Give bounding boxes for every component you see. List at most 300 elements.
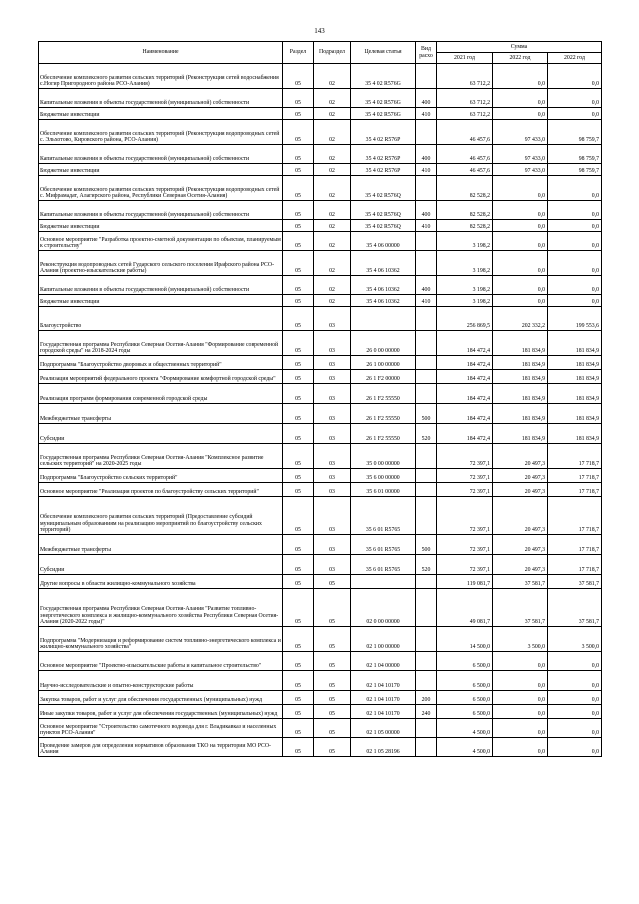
row-year-2: 20 497,3 <box>493 535 548 555</box>
row-name: Межбюджетные трансферты <box>39 404 283 424</box>
row-statya: 02 1 04 00000 <box>351 652 416 671</box>
row-statya: 35 4 06 10362 <box>351 251 416 276</box>
row-statya: 26 1 F2 55550 <box>351 424 416 444</box>
header-year-3: 2022 год <box>548 53 602 64</box>
row-year-2: 97 433,0 <box>493 145 548 164</box>
row-vid: 200 <box>416 691 437 705</box>
row-name: Основное мероприятие "Реализация проектов по благоустройству сельских территорий" <box>39 483 283 497</box>
table-row <box>39 108 602 120</box>
row-year-2: 181 834,9 <box>493 424 548 444</box>
row-razdel: 05 <box>283 331 314 356</box>
row-vid <box>416 120 437 145</box>
row-vid <box>416 331 437 356</box>
row-name: Бюджетные инвестиции <box>39 164 283 176</box>
row-podrazdel: 03 <box>314 356 351 370</box>
row-year-3: 0,0 <box>548 201 602 220</box>
row-year-2: 0,0 <box>493 705 548 719</box>
header-year-2: 2022 год <box>493 53 548 64</box>
row-year-1: 46 457,6 <box>437 145 493 164</box>
row-razdel: 05 <box>283 404 314 424</box>
row-podrazdel: 02 <box>314 295 351 307</box>
row-vid <box>416 497 437 535</box>
row-year-1: 256 869,5 <box>437 307 493 331</box>
row-vid <box>416 370 437 384</box>
row-podrazdel: 02 <box>314 164 351 176</box>
row-year-2: 202 332,2 <box>493 307 548 331</box>
row-vid <box>416 671 437 691</box>
row-podrazdel: 02 <box>314 220 351 232</box>
row-year-1: 119 081,7 <box>437 575 493 589</box>
row-razdel: 05 <box>283 384 314 404</box>
row-year-2: 181 834,9 <box>493 370 548 384</box>
row-vid <box>416 356 437 370</box>
row-year-1: 72 397,1 <box>437 483 493 497</box>
row-statya: 35 6 00 00000 <box>351 469 416 483</box>
row-statya: 35 4 02 R576P <box>351 145 416 164</box>
row-razdel: 05 <box>283 555 314 575</box>
row-podrazdel: 03 <box>314 404 351 424</box>
row-name: Основное мероприятие "Разработка проектно-сметной документации по объектам, планируемым к строительству" <box>39 232 283 251</box>
table-body <box>39 64 602 757</box>
row-statya: 02 1 04 10170 <box>351 705 416 719</box>
row-statya: 02 1 04 10170 <box>351 671 416 691</box>
row-name: Бюджетные инвестиции <box>39 220 283 232</box>
row-year-3: 0,0 <box>548 108 602 120</box>
row-year-1: 63 712,2 <box>437 108 493 120</box>
row-year-2: 0,0 <box>493 652 548 671</box>
row-year-1: 4 500,0 <box>437 738 493 757</box>
row-year-1: 184 472,4 <box>437 356 493 370</box>
row-name: Другие вопросы в области жилищно-коммунального хозяйства <box>39 575 283 589</box>
row-podrazdel: 02 <box>314 176 351 201</box>
row-podrazdel: 05 <box>314 671 351 691</box>
row-year-3: 98 759,7 <box>548 145 602 164</box>
row-razdel: 05 <box>283 251 314 276</box>
table-row <box>39 652 602 671</box>
row-year-2: 0,0 <box>493 671 548 691</box>
table-row <box>39 295 602 307</box>
row-vid: 400 <box>416 89 437 108</box>
table-row <box>39 64 602 89</box>
page-number: 143 <box>314 27 325 35</box>
table-row <box>39 164 602 176</box>
row-year-3: 181 834,9 <box>548 370 602 384</box>
row-year-3: 181 834,9 <box>548 331 602 356</box>
row-podrazdel: 02 <box>314 145 351 164</box>
row-year-2: 20 497,3 <box>493 444 548 469</box>
table-row <box>39 384 602 404</box>
row-podrazdel: 02 <box>314 201 351 220</box>
row-vid <box>416 627 437 652</box>
row-vid <box>416 176 437 201</box>
row-razdel: 05 <box>283 627 314 652</box>
row-year-3: 0,0 <box>548 64 602 89</box>
row-statya: 02 1 04 10170 <box>351 691 416 705</box>
row-statya: 26 0 00 00000 <box>351 331 416 356</box>
row-statya: 35 6 01 R5765 <box>351 555 416 575</box>
row-year-3: 17 718,7 <box>548 555 602 575</box>
row-year-2: 37 581,7 <box>493 589 548 627</box>
row-year-2: 0,0 <box>493 691 548 705</box>
row-name: Капитальные вложения в объекты государственной (муниципальной) собственности <box>39 276 283 295</box>
row-vid <box>416 652 437 671</box>
row-year-3: 0,0 <box>548 671 602 691</box>
row-vid: 410 <box>416 164 437 176</box>
row-razdel: 05 <box>283 89 314 108</box>
row-razdel: 05 <box>283 164 314 176</box>
table-row <box>39 469 602 483</box>
row-statya: 35 4 06 10362 <box>351 295 416 307</box>
row-podrazdel: 03 <box>314 483 351 497</box>
table-row <box>39 176 602 201</box>
header-razdel: Раздел <box>283 42 314 64</box>
row-year-1: 6 500,0 <box>437 671 493 691</box>
row-name: Подпрограмма "Благоустройство сельских территорий" <box>39 469 283 483</box>
row-vid <box>416 307 437 331</box>
row-podrazdel: 02 <box>314 89 351 108</box>
row-year-2: 0,0 <box>493 89 548 108</box>
row-razdel: 05 <box>283 232 314 251</box>
row-razdel: 05 <box>283 220 314 232</box>
row-vid: 240 <box>416 705 437 719</box>
row-year-3: 0,0 <box>548 89 602 108</box>
row-year-1: 46 457,6 <box>437 164 493 176</box>
table-row <box>39 444 602 469</box>
table-row <box>39 424 602 444</box>
row-year-2: 20 497,3 <box>493 555 548 575</box>
row-razdel: 05 <box>283 483 314 497</box>
row-year-3: 181 834,9 <box>548 384 602 404</box>
row-year-3: 98 759,7 <box>548 120 602 145</box>
row-year-2: 0,0 <box>493 738 548 757</box>
row-year-3: 37 581,7 <box>548 575 602 589</box>
row-vid <box>416 483 437 497</box>
row-year-2: 0,0 <box>493 276 548 295</box>
row-year-2: 181 834,9 <box>493 331 548 356</box>
row-name: Обеспечение комплексного развития сельских территорий (Реконструкция сетей водоснабжения с.Ногир Пригородного района РСО-Алания) <box>39 64 283 89</box>
row-razdel: 05 <box>283 276 314 295</box>
row-name: Государственная программа Республики Северная Осетия-Алания "Формирование современной городской среды" на 2018-2024 годы <box>39 331 283 356</box>
row-podrazdel: 02 <box>314 64 351 89</box>
row-year-3: 17 718,7 <box>548 483 602 497</box>
row-year-1: 3 198,2 <box>437 232 493 251</box>
row-podrazdel: 05 <box>314 719 351 738</box>
row-name: Подпрограмма "Благоустройство дворовых и общественных территорий" <box>39 356 283 370</box>
table-row <box>39 535 602 555</box>
row-name: Основное мероприятие "Проектно-изыскательские работы и капитальное строительство" <box>39 652 283 671</box>
row-podrazdel: 05 <box>314 652 351 671</box>
row-year-2: 181 834,9 <box>493 404 548 424</box>
row-year-1: 3 198,2 <box>437 251 493 276</box>
table-row <box>39 120 602 145</box>
row-razdel: 05 <box>283 120 314 145</box>
row-statya: 26 1 00 00000 <box>351 356 416 370</box>
row-year-3: 17 718,7 <box>548 469 602 483</box>
row-year-3: 181 834,9 <box>548 404 602 424</box>
row-razdel: 05 <box>283 705 314 719</box>
row-statya: 02 1 00 00000 <box>351 627 416 652</box>
row-year-1: 63 712,2 <box>437 89 493 108</box>
table-row <box>39 738 602 757</box>
row-statya: 35 4 02 R576Q <box>351 176 416 201</box>
row-year-3: 0,0 <box>548 251 602 276</box>
table-row <box>39 251 602 276</box>
row-vid: 520 <box>416 424 437 444</box>
row-podrazdel: 05 <box>314 705 351 719</box>
row-vid <box>416 232 437 251</box>
row-year-3: 17 718,7 <box>548 444 602 469</box>
row-statya: 35 4 02 R576P <box>351 164 416 176</box>
row-razdel: 05 <box>283 719 314 738</box>
row-name: Межбюджетные трансферты <box>39 535 283 555</box>
row-podrazdel: 02 <box>314 120 351 145</box>
row-podrazdel: 05 <box>314 738 351 757</box>
row-razdel: 05 <box>283 145 314 164</box>
row-year-1: 6 500,0 <box>437 652 493 671</box>
row-year-1: 3 198,2 <box>437 295 493 307</box>
row-podrazdel: 03 <box>314 424 351 444</box>
table-row <box>39 497 602 535</box>
row-name: Закупка товаров, работ и услуг для обеспечения государственных (муниципальных) нужд <box>39 691 283 705</box>
row-razdel: 05 <box>283 424 314 444</box>
table-row <box>39 719 602 738</box>
row-year-3: 0,0 <box>548 652 602 671</box>
row-vid <box>416 738 437 757</box>
row-name: Капитальные вложения в объекты государственной (муниципальной) собственности <box>39 89 283 108</box>
row-statya: 26 1 F2 55550 <box>351 384 416 404</box>
row-vid: 410 <box>416 108 437 120</box>
row-year-2: 20 497,3 <box>493 497 548 535</box>
row-year-3: 199 553,6 <box>548 307 602 331</box>
row-name: Обеспечение комплексного развития сельских территорий (Реконструкция водопроводных сетей с. Эльхотово, Кировского района, РСО-Алания) <box>39 120 283 145</box>
row-statya: 02 1 05 28196 <box>351 738 416 757</box>
row-year-3: 98 759,7 <box>548 164 602 176</box>
row-year-1: 184 472,4 <box>437 384 493 404</box>
row-year-1: 6 500,0 <box>437 705 493 719</box>
row-podrazdel: 03 <box>314 307 351 331</box>
table-row <box>39 276 602 295</box>
row-vid: 410 <box>416 295 437 307</box>
table-row <box>39 705 602 719</box>
row-statya: 35 4 02 R576Q <box>351 220 416 232</box>
row-vid: 520 <box>416 555 437 575</box>
row-razdel: 05 <box>283 444 314 469</box>
header-statya: Целевая статья <box>351 42 416 64</box>
table-row <box>39 220 602 232</box>
row-razdel: 05 <box>283 356 314 370</box>
header-podrazdel: Подраздел <box>314 42 351 64</box>
row-vid <box>416 575 437 589</box>
row-vid <box>416 589 437 627</box>
row-year-1: 72 397,1 <box>437 497 493 535</box>
row-name: Бюджетные инвестиции <box>39 295 283 307</box>
row-year-2: 181 834,9 <box>493 384 548 404</box>
row-statya: 35 0 00 00000 <box>351 444 416 469</box>
row-vid <box>416 251 437 276</box>
row-podrazdel: 03 <box>314 370 351 384</box>
row-vid <box>416 444 437 469</box>
row-year-3: 0,0 <box>548 232 602 251</box>
row-year-2: 0,0 <box>493 719 548 738</box>
row-year-2: 181 834,9 <box>493 356 548 370</box>
row-year-1: 72 397,1 <box>437 469 493 483</box>
row-year-1: 4 500,0 <box>437 719 493 738</box>
row-year-3: 37 581,7 <box>548 589 602 627</box>
row-year-1: 82 528,2 <box>437 220 493 232</box>
row-statya: 35 6 01 00000 <box>351 483 416 497</box>
row-razdel: 05 <box>283 201 314 220</box>
row-vid <box>416 384 437 404</box>
row-vid: 400 <box>416 201 437 220</box>
row-name: Государственная программа Республики Северная Осетия-Алания "Развитие топливно-энергетического комплекса и жилищно-коммунального хозяйства Республики Северная Осетия-Алания (2020-2022 годы)" <box>39 589 283 627</box>
row-name: Государственная программа Республики Северная Осетия-Алания "Комплексное развитие сельских территорий" на 2020-2025 годы <box>39 444 283 469</box>
row-podrazdel: 05 <box>314 589 351 627</box>
header-summa: Сумма <box>437 42 602 53</box>
row-name: Основное мероприятие "Строительство самотечного водовода для г. Владикавказ и населенных пунктов РСО-Алания" <box>39 719 283 738</box>
row-vid: 500 <box>416 404 437 424</box>
row-statya: 26 1 F2 00000 <box>351 370 416 384</box>
row-statya: 35 4 02 R576Q <box>351 201 416 220</box>
table-row <box>39 671 602 691</box>
table-row <box>39 356 602 370</box>
row-year-3: 0,0 <box>548 738 602 757</box>
row-year-3: 0,0 <box>548 276 602 295</box>
row-podrazdel: 03 <box>314 384 351 404</box>
row-statya: 02 0 00 00000 <box>351 589 416 627</box>
row-year-1: 72 397,1 <box>437 444 493 469</box>
row-statya: 02 1 05 00000 <box>351 719 416 738</box>
row-year-2: 0,0 <box>493 176 548 201</box>
row-name: Обеспечение комплексного развития сельских территорий (Предоставление субсидий муниципальным образованиям на реализацию мероприятий по благоустройству сельских территорий) <box>39 497 283 535</box>
row-podrazdel: 05 <box>314 575 351 589</box>
table-row <box>39 201 602 220</box>
row-podrazdel: 05 <box>314 691 351 705</box>
row-podrazdel: 02 <box>314 276 351 295</box>
row-razdel: 05 <box>283 469 314 483</box>
row-razdel: 05 <box>283 575 314 589</box>
row-name: Капитальные вложения в объекты государственной (муниципальной) собственности <box>39 145 283 164</box>
row-name: Реализация мероприятий федерального проекта "Формирование комфортной городской среды" <box>39 370 283 384</box>
row-name: Субсидии <box>39 424 283 444</box>
row-razdel: 05 <box>283 652 314 671</box>
row-vid <box>416 64 437 89</box>
row-podrazdel: 05 <box>314 627 351 652</box>
row-year-1: 184 472,4 <box>437 331 493 356</box>
row-vid: 500 <box>416 535 437 555</box>
table-row <box>39 307 602 331</box>
row-podrazdel: 03 <box>314 444 351 469</box>
table-row <box>39 691 602 705</box>
row-year-2: 3 500,0 <box>493 627 548 652</box>
row-razdel: 05 <box>283 307 314 331</box>
row-name: Реконструкция водопроводных сетей Гударского сельского поселения Ирафского района РСО-Алания (проектно-изыскательские работы) <box>39 251 283 276</box>
row-year-1: 82 528,2 <box>437 176 493 201</box>
row-name: Обеспечение комплексного развития сельских территорий (Реконструкция водопроводных сетей с. Мифрамадат, Алагирского района, Республики Северная Осетия-Алания) <box>39 176 283 201</box>
table-row <box>39 145 602 164</box>
row-podrazdel: 02 <box>314 108 351 120</box>
budget-table <box>38 41 602 757</box>
table-row <box>39 555 602 575</box>
row-year-2: 0,0 <box>493 201 548 220</box>
row-year-3: 0,0 <box>548 691 602 705</box>
row-year-2: 20 497,3 <box>493 483 548 497</box>
row-year-2: 0,0 <box>493 64 548 89</box>
row-podrazdel: 03 <box>314 497 351 535</box>
row-vid: 410 <box>416 220 437 232</box>
row-name: Благоустройство <box>39 307 283 331</box>
row-name: Научно-исследовательские и опытно-конструкторские работы <box>39 671 283 691</box>
row-year-3: 0,0 <box>548 295 602 307</box>
row-vid <box>416 469 437 483</box>
header-year-1: 2021 год <box>437 53 493 64</box>
row-vid: 400 <box>416 276 437 295</box>
row-year-2: 97 433,0 <box>493 164 548 176</box>
row-vid: 400 <box>416 145 437 164</box>
row-year-1: 14 500,0 <box>437 627 493 652</box>
row-name: Субсидии <box>39 555 283 575</box>
row-razdel: 05 <box>283 671 314 691</box>
row-statya <box>351 307 416 331</box>
row-name: Капитальные вложения в объекты государственной (муниципальной) собственности <box>39 201 283 220</box>
row-razdel: 05 <box>283 176 314 201</box>
row-year-2: 0,0 <box>493 232 548 251</box>
table-row <box>39 483 602 497</box>
table-row <box>39 404 602 424</box>
row-vid <box>416 719 437 738</box>
row-year-1: 46 457,6 <box>437 120 493 145</box>
row-podrazdel: 03 <box>314 331 351 356</box>
table-row <box>39 575 602 589</box>
row-statya: 35 6 01 R5765 <box>351 535 416 555</box>
table-row <box>39 627 602 652</box>
row-year-2: 20 497,3 <box>493 469 548 483</box>
header-vid: Вид расхо <box>416 42 437 64</box>
row-year-3: 181 834,9 <box>548 424 602 444</box>
row-podrazdel: 03 <box>314 555 351 575</box>
row-year-1: 184 472,4 <box>437 424 493 444</box>
row-year-2: 0,0 <box>493 220 548 232</box>
row-statya: 35 4 06 00000 <box>351 232 416 251</box>
row-razdel: 05 <box>283 535 314 555</box>
row-razdel: 05 <box>283 497 314 535</box>
row-name: Реализация программ формирования современной городской среды <box>39 384 283 404</box>
table-row <box>39 232 602 251</box>
row-year-1: 49 081,7 <box>437 589 493 627</box>
row-name: Иные закупки товаров, работ и услуг для обеспечения государственных (муниципальных) нужд <box>39 705 283 719</box>
row-podrazdel: 03 <box>314 535 351 555</box>
row-statya: 26 1 F2 55550 <box>351 404 416 424</box>
row-year-3: 0,0 <box>548 719 602 738</box>
row-name: Проведение замеров для определения нормативов образования ТКО на территории МО РСО-Алания <box>39 738 283 757</box>
row-year-1: 63 712,2 <box>437 64 493 89</box>
row-year-3: 0,0 <box>548 705 602 719</box>
row-name: Бюджетные инвестиции <box>39 108 283 120</box>
row-podrazdel: 03 <box>314 469 351 483</box>
row-year-3: 181 834,9 <box>548 356 602 370</box>
row-year-3: 0,0 <box>548 220 602 232</box>
row-name: Подпрограмма "Модернизация и реформирование систем топливно-энергетического комплекса и жилищно-коммунального хозяйства" <box>39 627 283 652</box>
row-year-2: 37 581,7 <box>493 575 548 589</box>
row-year-2: 0,0 <box>493 108 548 120</box>
row-year-3: 0,0 <box>548 176 602 201</box>
row-statya <box>351 575 416 589</box>
row-year-2: 97 433,0 <box>493 120 548 145</box>
row-year-1: 3 198,2 <box>437 276 493 295</box>
row-year-1: 72 397,1 <box>437 535 493 555</box>
row-razdel: 05 <box>283 370 314 384</box>
row-year-1: 184 472,4 <box>437 404 493 424</box>
row-year-2: 0,0 <box>493 295 548 307</box>
